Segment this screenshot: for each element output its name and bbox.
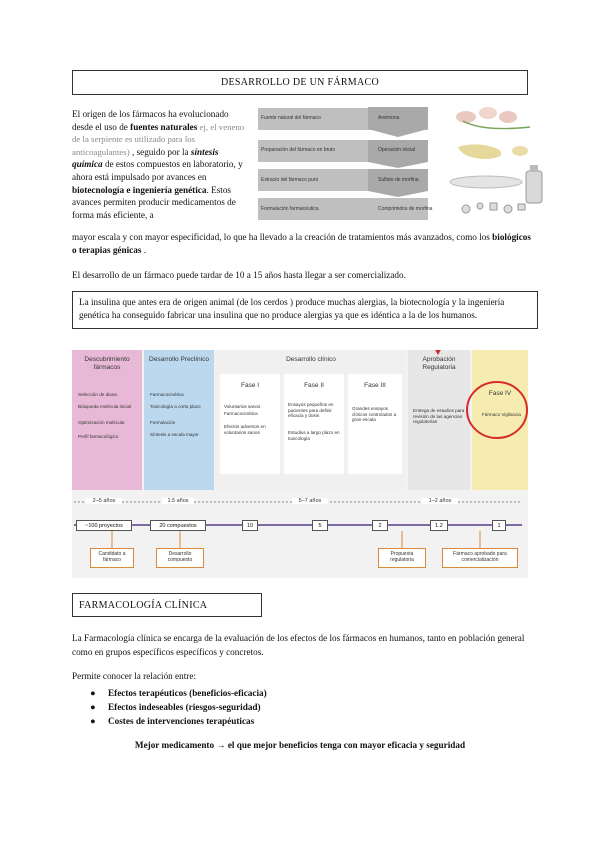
duration-label: 5–7 años <box>292 498 328 504</box>
phase4-item: Fármaco Vigilancia <box>482 412 521 417</box>
bullet-icon: ● <box>90 702 96 712</box>
project-count: 1.2 <box>430 520 448 531</box>
phase2-item: Ensayos pequeños en pacientes para definir eficacia y dosis <box>288 402 334 419</box>
phase1-item: Voluntarios sanos <box>224 404 261 409</box>
project-count: 10 <box>242 520 258 531</box>
preclinical-item: Síntesis a escala mayor <box>150 432 199 437</box>
approval-item: Entrega de estudios para revisión de las agencias regulatorias <box>413 408 465 425</box>
preclinical-item: Formulación <box>150 420 176 425</box>
phase4-header: Fase IV <box>488 390 512 397</box>
drug-origin-figure <box>258 107 543 222</box>
phase2-label: Fase II <box>304 382 324 389</box>
project-count: 5 <box>312 520 328 531</box>
phase3-item: Grandes ensayos clínicos controlados a gran escala <box>352 406 397 423</box>
fig-row-label: Fuente natural del fármaco <box>261 115 321 121</box>
project-count: 2 <box>372 520 388 531</box>
duration-label: 2–5 años <box>86 498 122 504</box>
discovery-header: Descubrimiento fármacos <box>84 356 130 371</box>
fig-row-value: Sulfato de morfina <box>378 177 419 183</box>
bullet-icon: ● <box>90 688 96 698</box>
fig-row-value: Comprimidos de morfina <box>378 206 433 212</box>
duration-label: 1–2 años <box>422 498 458 504</box>
preclinical-header: Desarrollo Preclínico <box>149 356 209 363</box>
fig-row-label: Preparación del fármaco en bruto <box>261 147 336 153</box>
permite-line: Permite conocer la relación entre: <box>72 671 196 681</box>
fig-row-value: Anémona <box>378 115 400 121</box>
approval-header: Aprobación Regulatoria <box>422 356 456 371</box>
bottle-icon <box>526 165 542 203</box>
list-item: ● Costes de intervenciones terapéuticas <box>90 716 255 726</box>
intro-paragraph: El origen de los fármacos ha evolucionado desde el uso de fuentes naturales ej, el veneno de la serpiente es utilizado para los anticoagulantes) , seguido por la síntesis química de estos compuestos en laboratorio, y ahora está impulsado por avances en biotecnología e ingeniería genética. Estos avances permiten producir medicamentos de forma más eficiente, a <box>72 109 245 220</box>
discovery-item: Selección de diana <box>78 392 117 397</box>
section-title: FARMACOLOGÍA CLÍNICA <box>72 593 262 617</box>
fig-row-label: Extracto del fármaco puro <box>261 177 319 183</box>
development-time-paragraph: El desarrollo de un fármaco puede tardar de 10 a 15 años hasta llegar a ser comercializado. <box>72 270 406 280</box>
clinical-header: Desarrollo clínico <box>286 356 336 363</box>
project-count: 1 <box>492 520 506 531</box>
triangle-marker-icon <box>434 350 442 355</box>
diagram-overlay <box>72 350 528 578</box>
powder-icon <box>450 176 522 188</box>
milestone-box: Propuesta regulatoria <box>378 548 426 568</box>
conclusion-line: Mejor medicamento → el que mejor beneficios tenga con mayor eficacia y seguridad <box>134 740 466 750</box>
milestone-box: Desarrollo compuesto <box>156 548 204 568</box>
effects-list <box>90 686 267 728</box>
drug-origin-graphic <box>258 107 543 222</box>
phase3-label: Fase III <box>364 382 386 389</box>
phase1-item: Efectos adversos en voluntarios sanos <box>224 424 266 435</box>
list-item: ● Efectos terapéuticos (beneficios-eficacia) <box>90 688 267 698</box>
project-count: 20 compuestos <box>150 520 206 531</box>
insulin-note-box: La insulina que antes era de origen animal (de los cerdos ) produce muchas alergias, la biotecnología y la ingeniería genética ha conseguido fabricar una insulina que no produce alergias ya que es idéntica a la de los humanos. <box>72 291 538 329</box>
page-title: DESARROLLO DE UN FÁRMACO <box>72 70 528 95</box>
duration-label: 1.5 años <box>162 498 194 504</box>
fig-row-label: Formulación farmacéutica <box>261 206 319 212</box>
discovery-item: Optimización molécula <box>78 420 125 425</box>
phase1-label: Fase I <box>240 382 260 389</box>
intro-continuation: mayor escala y con mayor especificidad, lo que ha llevado a la creación de tratamientos más avanzados, como los biológicos o terapias génicas . <box>72 232 531 255</box>
phase2-item: Estudios a largo plazo en toxicología <box>288 430 340 441</box>
project-count: ~100 proyectos <box>76 520 132 531</box>
milestone-box: Fármaco aprobado para comercialización <box>442 548 518 568</box>
list-item: ● Efectos indeseables (riesgos-seguridad) <box>90 702 261 712</box>
phase1-item: Farmacocinética <box>224 411 258 416</box>
milestone-box: Candidato a fármaco <box>90 548 134 568</box>
highlight-circle <box>467 382 527 438</box>
discovery-item: Búsqueda molécula inicial <box>78 404 132 409</box>
drug-development-diagram <box>72 350 528 578</box>
discovery-item: Perfil farmacológico <box>78 434 119 439</box>
bullet-icon: ● <box>90 716 96 726</box>
fig-row-value: Operación inicial <box>378 147 415 153</box>
clinical-paragraph: La Farmacología clínica se encarga de la evaluación de los efectos de los fármacos en humanos, tanto en población general como en grupos específicos específicos y concretos. <box>72 633 525 657</box>
preclinical-item: Toxicología a corto plazo <box>150 404 201 409</box>
preclinical-item: Farmacocinética <box>150 392 184 397</box>
